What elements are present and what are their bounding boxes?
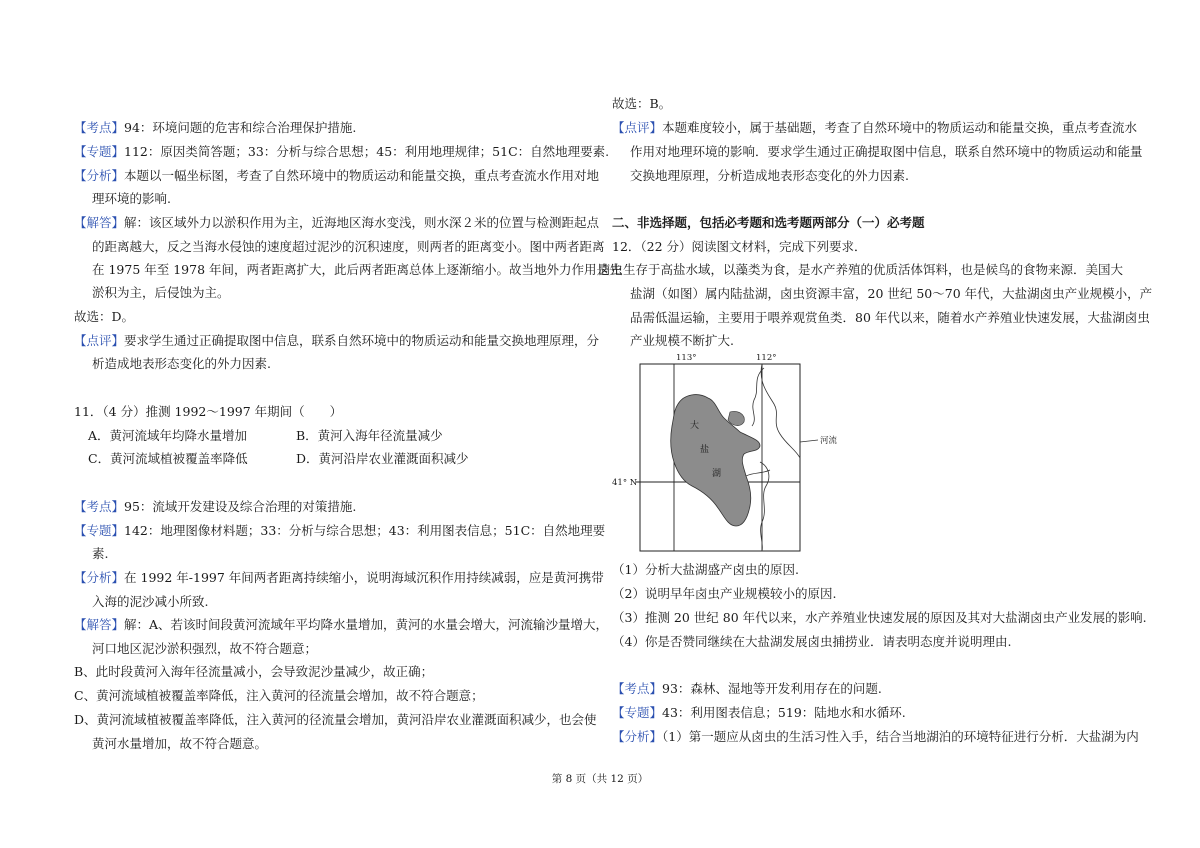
text-line: 【解答】解：该区域外力以淤积作用为主，近海地区海水变浅，则水深２米的位置与检测距起点 [74, 215, 600, 230]
lake-label-2: 盐 [700, 445, 710, 455]
text-line: 入海的泥沙减小所致. [92, 594, 209, 609]
option-b: B．黄河入海年径流量减少 [296, 428, 443, 443]
text-line: 【分析】（1）第一题应从卤虫的生活习性入手，结合当地湖泊的环境特征进行分析．大盐湖为内 [612, 729, 1139, 744]
text-line: 河口地区泥沙淤积强烈，故不符合题意； [92, 641, 318, 656]
text-line: 【考点】95：流域开发建设及综合治理的对策措施. [74, 499, 357, 514]
text-line: 【点评】本题难度较小，属于基础题，考查了自然环境中的物质运动和能量交换，重点考查流水 [612, 120, 1138, 135]
sub-question: （1）分析大盐湖盛产卤虫的原因. [612, 562, 799, 577]
text-line: D、黄河流域植被覆盖率降低，注入黄河的径流量会增加，黄河沿岸农业灌溉面积减少，也会使 [74, 712, 597, 727]
lake-label-1: 大 [690, 421, 700, 431]
lon-label-right: 112° [756, 354, 777, 363]
text-line: 【分析】本题以一幅坐标图，考查了自然环境中的物质运动和能量交换，重点考查流水作用对地 [74, 168, 600, 183]
text-line: C、黄河流域植被覆盖率降低，注入黄河的径流量会增加，故不符合题意； [74, 688, 484, 703]
option-d: D．黄河沿岸农业灌溉面积减少 [296, 451, 469, 466]
text-line: 理环境的影响. [92, 191, 171, 206]
answer-line: 故选：D。 [74, 309, 135, 324]
text-line: 【专题】112：原因类简答题；33：分析与综合思想；45：利用地理规律；51C：自然地理要素. [74, 144, 610, 159]
material-line: 卤虫生存于高盐水域，以藻类为食，是水产养殖的优质活体饵料，也是候鸟的食物来源．美国大 [598, 262, 1124, 277]
text-line: 【专题】43：利用图表信息；519：陆地水和水循环. [612, 705, 906, 720]
sub-question: （3）推测 20 世纪 80 年代以来，水产养殖业快速发展的原因及其对大盐湖卤虫产业发展的影响. [612, 610, 1147, 625]
text-line: 【点评】要求学生通过正确提取图中信息，联系自然环境中的物质运动和能量交换地理原理，分 [74, 333, 600, 348]
text-line: 【分析】在 1992 年‑1997 年间两者距离持续缩小，说明海域沉积作用持续减弱，应是黄河携带 [74, 570, 604, 585]
text-line: 的距离越大，反之当海水侵蚀的速度超过泥沙的沉积速度，则两者的距离变小。图中两者距离 [92, 239, 605, 254]
option-a: A．黄河流域年均降水量增加 [88, 428, 248, 443]
text-line: 黄河水量增加，故不符合题意。 [92, 736, 268, 751]
question-11-stem: 11．（4 分）推测 1992～1997 年期间（ ） [74, 404, 343, 419]
sub-question: （4）你是否赞同继续在大盐湖发展卤虫捕捞业．请表明态度并说明理由. [612, 634, 1012, 649]
text-line: 作用对地理环境的影响．要求学生通过正确提取图中信息，联系自然环境中的物质运动和能量 [630, 144, 1143, 159]
lat-label: 41° N [612, 478, 638, 488]
material-line: 盐湖（如图）属内陆盐湖，卤虫资源丰富，20 世纪 50～70 年代，大盐湖卤虫产业规模小，产 [630, 286, 1153, 301]
text-line: 素. [92, 546, 109, 561]
text-line: 【考点】93：森林、湿地等开发利用存在的问题. [612, 681, 882, 696]
text-line: 【考点】94：环境问题的危害和综合治理保护措施. [74, 120, 357, 135]
material-line: 品需低温运输，主要用于喂养观赏鱼类．80 年代以来，随着水产养殖业快速发展，大盐湖卤虫 [630, 310, 1150, 325]
text-line: 交换地理原理，分析造成地表形态变化的外力因素. [630, 168, 909, 183]
text-line: 在 1975 年至 1978 年间，两者距离扩大，此后两者距离总体上逐渐缩小。故当地外力作用是先 [92, 262, 622, 277]
text-line: 析造成地表形态变化的外力因素. [92, 356, 271, 371]
sub-question: （2）说明早年卤虫产业规模较小的原因. [612, 586, 837, 601]
option-c: C．黄河流域植被覆盖率降低 [88, 451, 248, 466]
legend-leader [800, 440, 818, 442]
page-footer: 第 8 页（共 12 页） [551, 773, 649, 785]
legend-label: 河流 [820, 436, 838, 446]
lon-label-left: 113° [676, 354, 697, 363]
great-salt-lake-map [612, 354, 852, 554]
text-line: B、此时段黄河入海年径流量减小，会导致泥沙量减少，故正确； [74, 664, 434, 679]
section-heading: 二、非选择题，包括必考题和选考题两部分（一）必考题 [612, 215, 925, 230]
question-12-stem: 12．（22 分）阅读图文材料，完成下列要求． [612, 239, 867, 254]
text-line: 淤积为主，后侵蚀为主。 [92, 285, 230, 300]
text-line: 【解答】解：A、若该时间段黄河流域年平均降水量增加，黄河的水量会增大，河流输沙量增大， [74, 617, 609, 632]
material-line: 产业规模不断扩大. [630, 333, 734, 348]
text-line: 【专题】142：地理图像材料题；33：分析与综合思想；43：利用图表信息；51C：自然地理要 [74, 523, 606, 538]
lake-label-3: 湖 [712, 469, 722, 479]
answer-line: 故选：B。 [612, 96, 672, 111]
